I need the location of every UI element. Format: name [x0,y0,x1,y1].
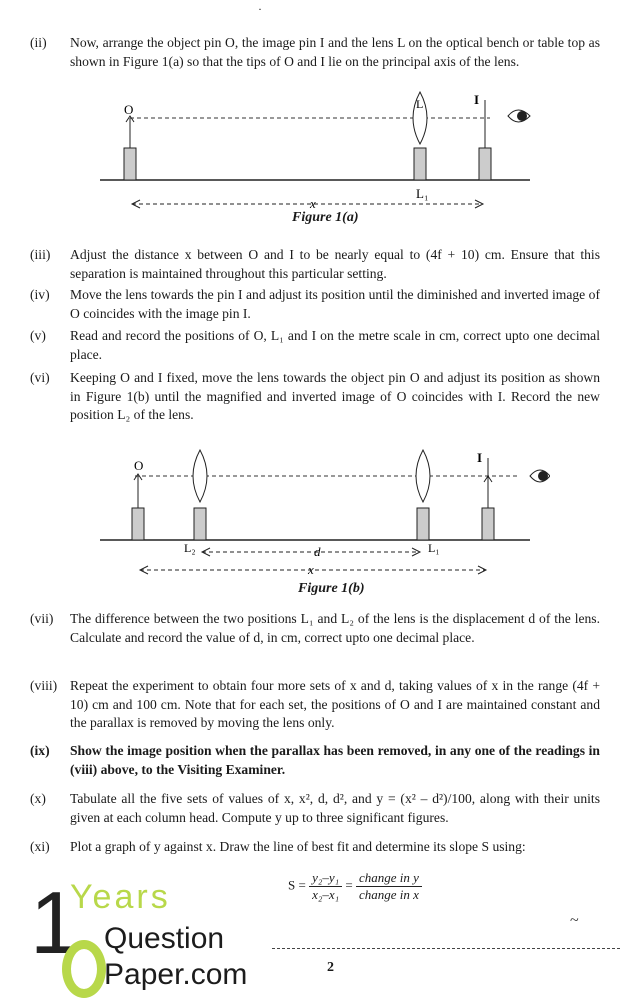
step-v [30,327,600,364]
logo-question: Question [104,922,225,955]
logo-zero-ring [62,940,106,998]
object-pin-stand [132,508,144,540]
label-O: O [124,102,134,117]
logo-paper: Paper.com [104,958,248,991]
figure-1b [90,448,550,588]
formula-fraction-2 [356,870,422,903]
step-number: (iv) [30,287,50,302]
step-text: Show the image position when the parallax has been removed, in any one of the readings in (viii) above, to the Visiting Examiner. [70,743,600,777]
label-d: d [314,544,321,559]
formula-num-2: change in y [356,870,422,887]
lens-L1 [416,450,430,502]
step-text: Now, arrange the object pin O, the image pin I and the lens L on the optical bench or table top as shown in Figure 1(a) so that the tips of O and I lie on the principal axis of the lens. [70,35,600,69]
formula-num-1: y₂–y₁ [309,870,342,887]
object-pin-stand [124,148,136,180]
slope-formula [288,870,422,903]
step-vii [30,610,600,647]
step-text: Plot a graph of y against x. Draw the line of best fit and determine its slope S using: [70,839,526,854]
top-mark: · [258,2,262,16]
step-number: (ii) [30,35,47,50]
step-xi [30,838,600,857]
lens-L1-stand [417,508,429,540]
step-number: (vii) [30,611,54,626]
label-I: I [474,92,480,107]
formula-lhs: S = [288,877,306,893]
label-O: O [134,458,144,473]
step-text: Read and record the positions of O, L₁ and I on the metre scale in cm, correct upto one decimal place. [70,328,600,362]
pen-mark: ~ [570,912,579,929]
eye-pupil-icon [538,471,548,481]
formula-fraction-1 [309,870,342,903]
logo-one: 1 [30,873,79,972]
footer-dashed-line [272,948,620,949]
logo-years: Years [70,878,171,916]
step-viii [30,677,600,733]
step-text: The difference between the two positions L₁ and L₂ of the lens is the displacement d of the lens. Calculate and record the value of d, in cm, correct upto one decimal place. [70,611,600,645]
label-L1: L₁ [416,186,429,201]
step-text: Move the lens towards the pin I and adjust its position until the diminished and inverted image of O coincides with the image pin I. [70,287,600,321]
step-number: (ix) [30,743,50,758]
step-iv [30,286,600,323]
step-number: (x) [30,791,46,806]
watermark-logo [30,873,270,998]
step-number: (vi) [30,370,50,385]
formula-den-1: x₂–x₁ [312,887,340,902]
page-number: 2 [327,960,334,975]
step-text: Adjust the distance x between O and I to be nearly equal to (4f + 10) cm. Ensure that this separation is maintained throughout this particular setting. [70,247,600,281]
step-iii [30,246,600,283]
label-x: x [310,196,316,211]
step-number: (v) [30,328,46,343]
step-ii [30,34,600,71]
step-number: (viii) [30,678,58,693]
formula-den-2: change in x [359,887,419,902]
step-number: (xi) [30,839,50,854]
step-vi [30,369,600,425]
step-ix [30,742,600,779]
step-number: (iii) [30,247,51,262]
image-pin-stand [482,508,494,540]
figure-1b-caption: Figure 1(b) [298,581,365,596]
formula-equals: = [345,877,353,893]
lens-stand [414,148,426,180]
step-text: Tabulate all the five sets of values of x, x², d, d², and y = (x² – d²)/100, along with their units given at each column head. Compute y up to three significant figures. [70,791,600,825]
eye-pupil-icon [517,111,527,121]
label-L2: L₂ [184,541,196,555]
label-L: L [416,97,424,111]
label-I: I [477,450,483,465]
lens-L2-stand [194,508,206,540]
figure-1a-caption: Figure 1(a) [292,210,359,225]
step-x [30,790,600,827]
step-text: Repeat the experiment to obtain four more sets of x and d, taking values of x in the range (4f + 10) cm and 100 cm. Note that for each set, the positions of O and I are maintained constant and the parallax is removed by moving the lens only. [70,678,600,730]
label-x: x [308,562,314,577]
lens-L2 [193,450,207,502]
step-text: Keeping O and I fixed, move the lens towards the object pin O and adjust its position as shown in Figure 1(b) until the magnified and inverted image of O coincides with I. Record the new position L₂ of the lens. [70,370,600,422]
label-L1: L₁ [428,541,440,555]
image-pin-stand [479,148,491,180]
